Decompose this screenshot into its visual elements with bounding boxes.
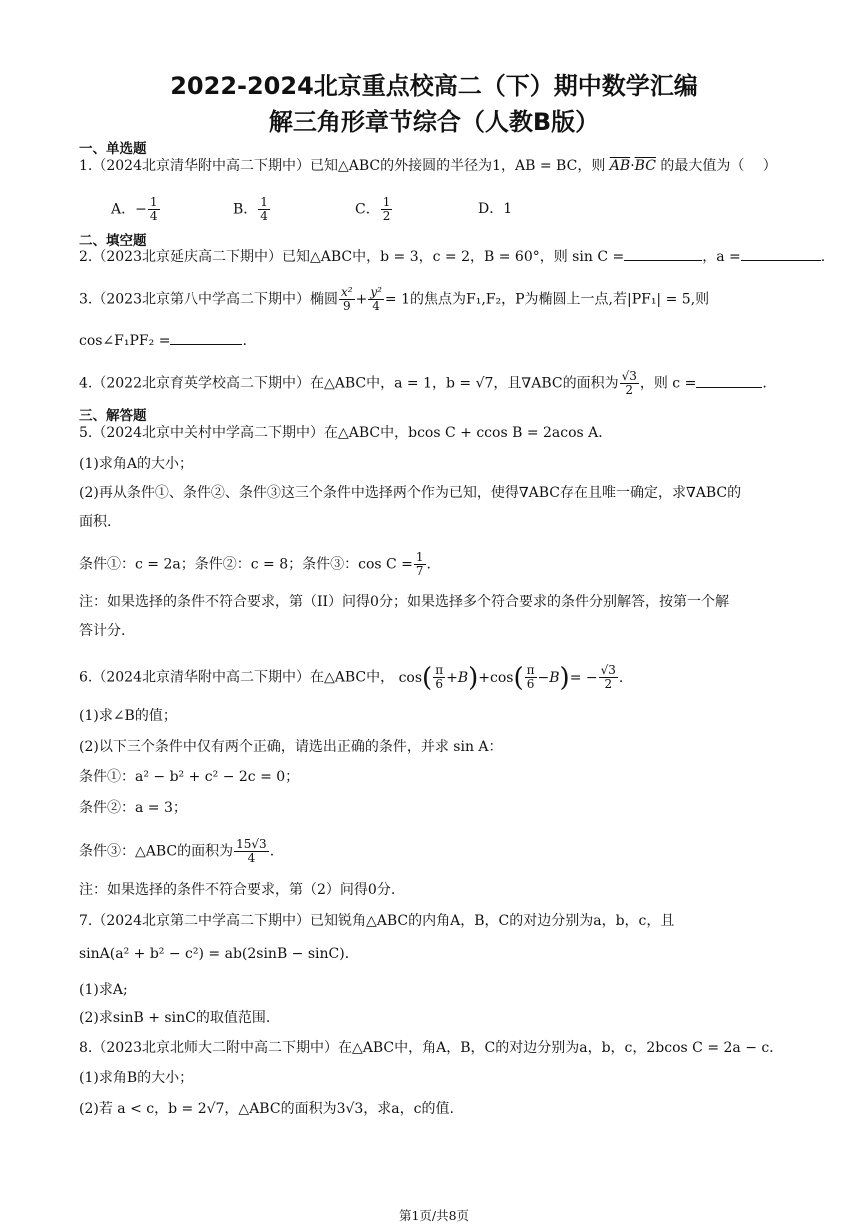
q5-conditions: 条件①：c = 2a；条件②：c = 8；条件③：cos C = $\frac{1}{7}$ . bbox=[79, 550, 431, 578]
q1-option-d[interactable]: D．1 bbox=[478, 201, 513, 217]
section-fill-blank: 二、填空题 bbox=[79, 233, 147, 249]
q7-part2: (2)求sinB + sinC的取值范围. bbox=[79, 1010, 271, 1026]
page-footer: 第1页/共8页 bbox=[398, 1208, 470, 1223]
section-solution: 三、解答题 bbox=[79, 408, 147, 424]
q1-option-c[interactable]: C． $\frac{1}{2}$ bbox=[355, 195, 391, 223]
q6-stem: 6.（2024北京清华附中高二下期中）在△ABC中， cos( $\frac{\pi}{6}$ +B)+cos( $\frac{\pi}{6}$ −B)= − $\frac{√3}{2}$ . bbox=[79, 662, 624, 693]
q6-note: 注：如果选择的条件不符合要求，第（2）问得0分. bbox=[79, 882, 396, 898]
q1-option-a[interactable]: A．− $\frac{1}{4}$ bbox=[111, 195, 158, 223]
q7-equation: sinA(a² + b² − c²) = ab(2sinB − sinC)． bbox=[79, 946, 359, 962]
q7-stem: 7.（2024北京第二中学高二下期中）已知锐角△ABC的内角A，B，C的对边分别为a，b，c，且 bbox=[79, 913, 675, 929]
q2-blank-2[interactable] bbox=[741, 260, 821, 261]
q3-stem: 3.（2023北京第八中学高二下期中）椭圆 $\frac{\text{x²}}{9}$ + $\frac{\text{y²}}{4}$ = 1的焦点为F₁,F₂，P为椭圆上一点,若|PF₁| = 5,则 bbox=[79, 285, 710, 313]
q3-blank[interactable] bbox=[170, 344, 242, 345]
q6-part1: (1)求∠B的值； bbox=[79, 708, 177, 724]
q5-stem: 5.（2024北京中关村中学高二下期中）在△ABC中，bcos C + ccos B = 2acos A． bbox=[79, 425, 613, 441]
q6-equation: cos( $\frac{\pi}{6}$ +B)+cos( $\frac{\pi}{6}$ −B)= − $\frac{√3}{2}$ . bbox=[398, 662, 624, 693]
q4-blank[interactable] bbox=[696, 387, 762, 388]
q5-part2: (2)再从条件①、条件②、条件③这三个条件中选择两个作为已知，使得∇ABC存在且唯一确定，求∇ABC的 bbox=[79, 485, 742, 501]
q1-stem bbox=[79, 156, 777, 176]
q4-text: 4.（2022北京育英学校高二下期中）在△ABC中，a = 1，b = √7，且∇ABC的面积为 bbox=[79, 375, 619, 392]
q4-text2: ，则 c = bbox=[639, 375, 697, 392]
q1-option-b[interactable]: B． $\frac{1}{4}$ bbox=[233, 195, 268, 223]
q5-note: 注：如果选择的条件不符合要求，第（II）问得0分；如果选择多个符合要求的条件分别解答，按第一个解 bbox=[79, 594, 729, 610]
q2-stem: 2.（2023北京延庆高二下期中）已知△ABC中，b = 3，c = 2，B = 60°，则 sin C = ，a = . bbox=[79, 249, 826, 265]
q1-text-end: 的最大值为（ ） bbox=[660, 158, 777, 174]
q8-part2: (2)若 a < c，b = 2√7，△ABC的面积为3√3，求a，c的值. bbox=[79, 1101, 454, 1117]
q1-text: 1.（2024北京清华附中高二下期中）已知△ABC的外接圆的半径为1，AB = BC，则 bbox=[79, 158, 606, 174]
q3-text2: 的焦点为F₁,F₂，P为椭圆上一点,若|PF₁| = 5,则 bbox=[410, 291, 710, 308]
q8-part1: (1)求角B的大小； bbox=[79, 1070, 194, 1086]
q2-blank-1[interactable] bbox=[624, 260, 702, 261]
q8-stem: 8.（2023北京北师大二附中高二下期中）在△ABC中，角A，B，C的对边分别为a，b，c，2bcos C = 2a − c． bbox=[79, 1040, 784, 1056]
doc-title-line1: 2022-2024北京重点校高二（下）期中数学汇编 bbox=[170, 72, 698, 100]
q3-text: 3.（2023北京第八中学高二下期中）椭圆 bbox=[79, 291, 338, 308]
q4-stem: 4.（2022北京育英学校高二下期中）在△ABC中，a = 1，b = √7，且∇ABC的面积为 $\frac{√3}{2}$ ，则 c = . bbox=[79, 369, 767, 397]
q5-part2-cont: 面积. bbox=[79, 514, 112, 530]
q6-cond3: 条件③：△ABC的面积为 $\frac{15√3}{4}$ . bbox=[79, 837, 275, 865]
q3-line2: cos∠F₁PF₂ = . bbox=[79, 333, 247, 349]
q1-vector-expr: $\overline{AB}\cdot\overline{BC}$ bbox=[609, 158, 656, 174]
q5-note-cont: 答计分. bbox=[79, 623, 126, 639]
q5-part1: (1)求角A的大小； bbox=[79, 456, 193, 472]
section-single-choice: 一、单选题 bbox=[79, 141, 147, 157]
q2-text: 2.（2023北京延庆高二下期中）已知△ABC中，b = 3，c = 2，B = 60°，则 sin C = bbox=[79, 249, 625, 265]
q6-part2: (2)以下三个条件中仅有两个正确，请选出正确的条件，并求 sin A： bbox=[79, 739, 503, 755]
q2-mid: ，a = bbox=[702, 249, 741, 265]
q6-cond2: 条件②：a = 3； bbox=[79, 800, 187, 816]
q7-part1: (1)求A; bbox=[79, 982, 128, 998]
doc-title-line2: 解三角形章节综合（人教B版） bbox=[268, 108, 600, 136]
q6-cond1: 条件①：a² − b² + c² − 2c = 0； bbox=[79, 769, 300, 785]
